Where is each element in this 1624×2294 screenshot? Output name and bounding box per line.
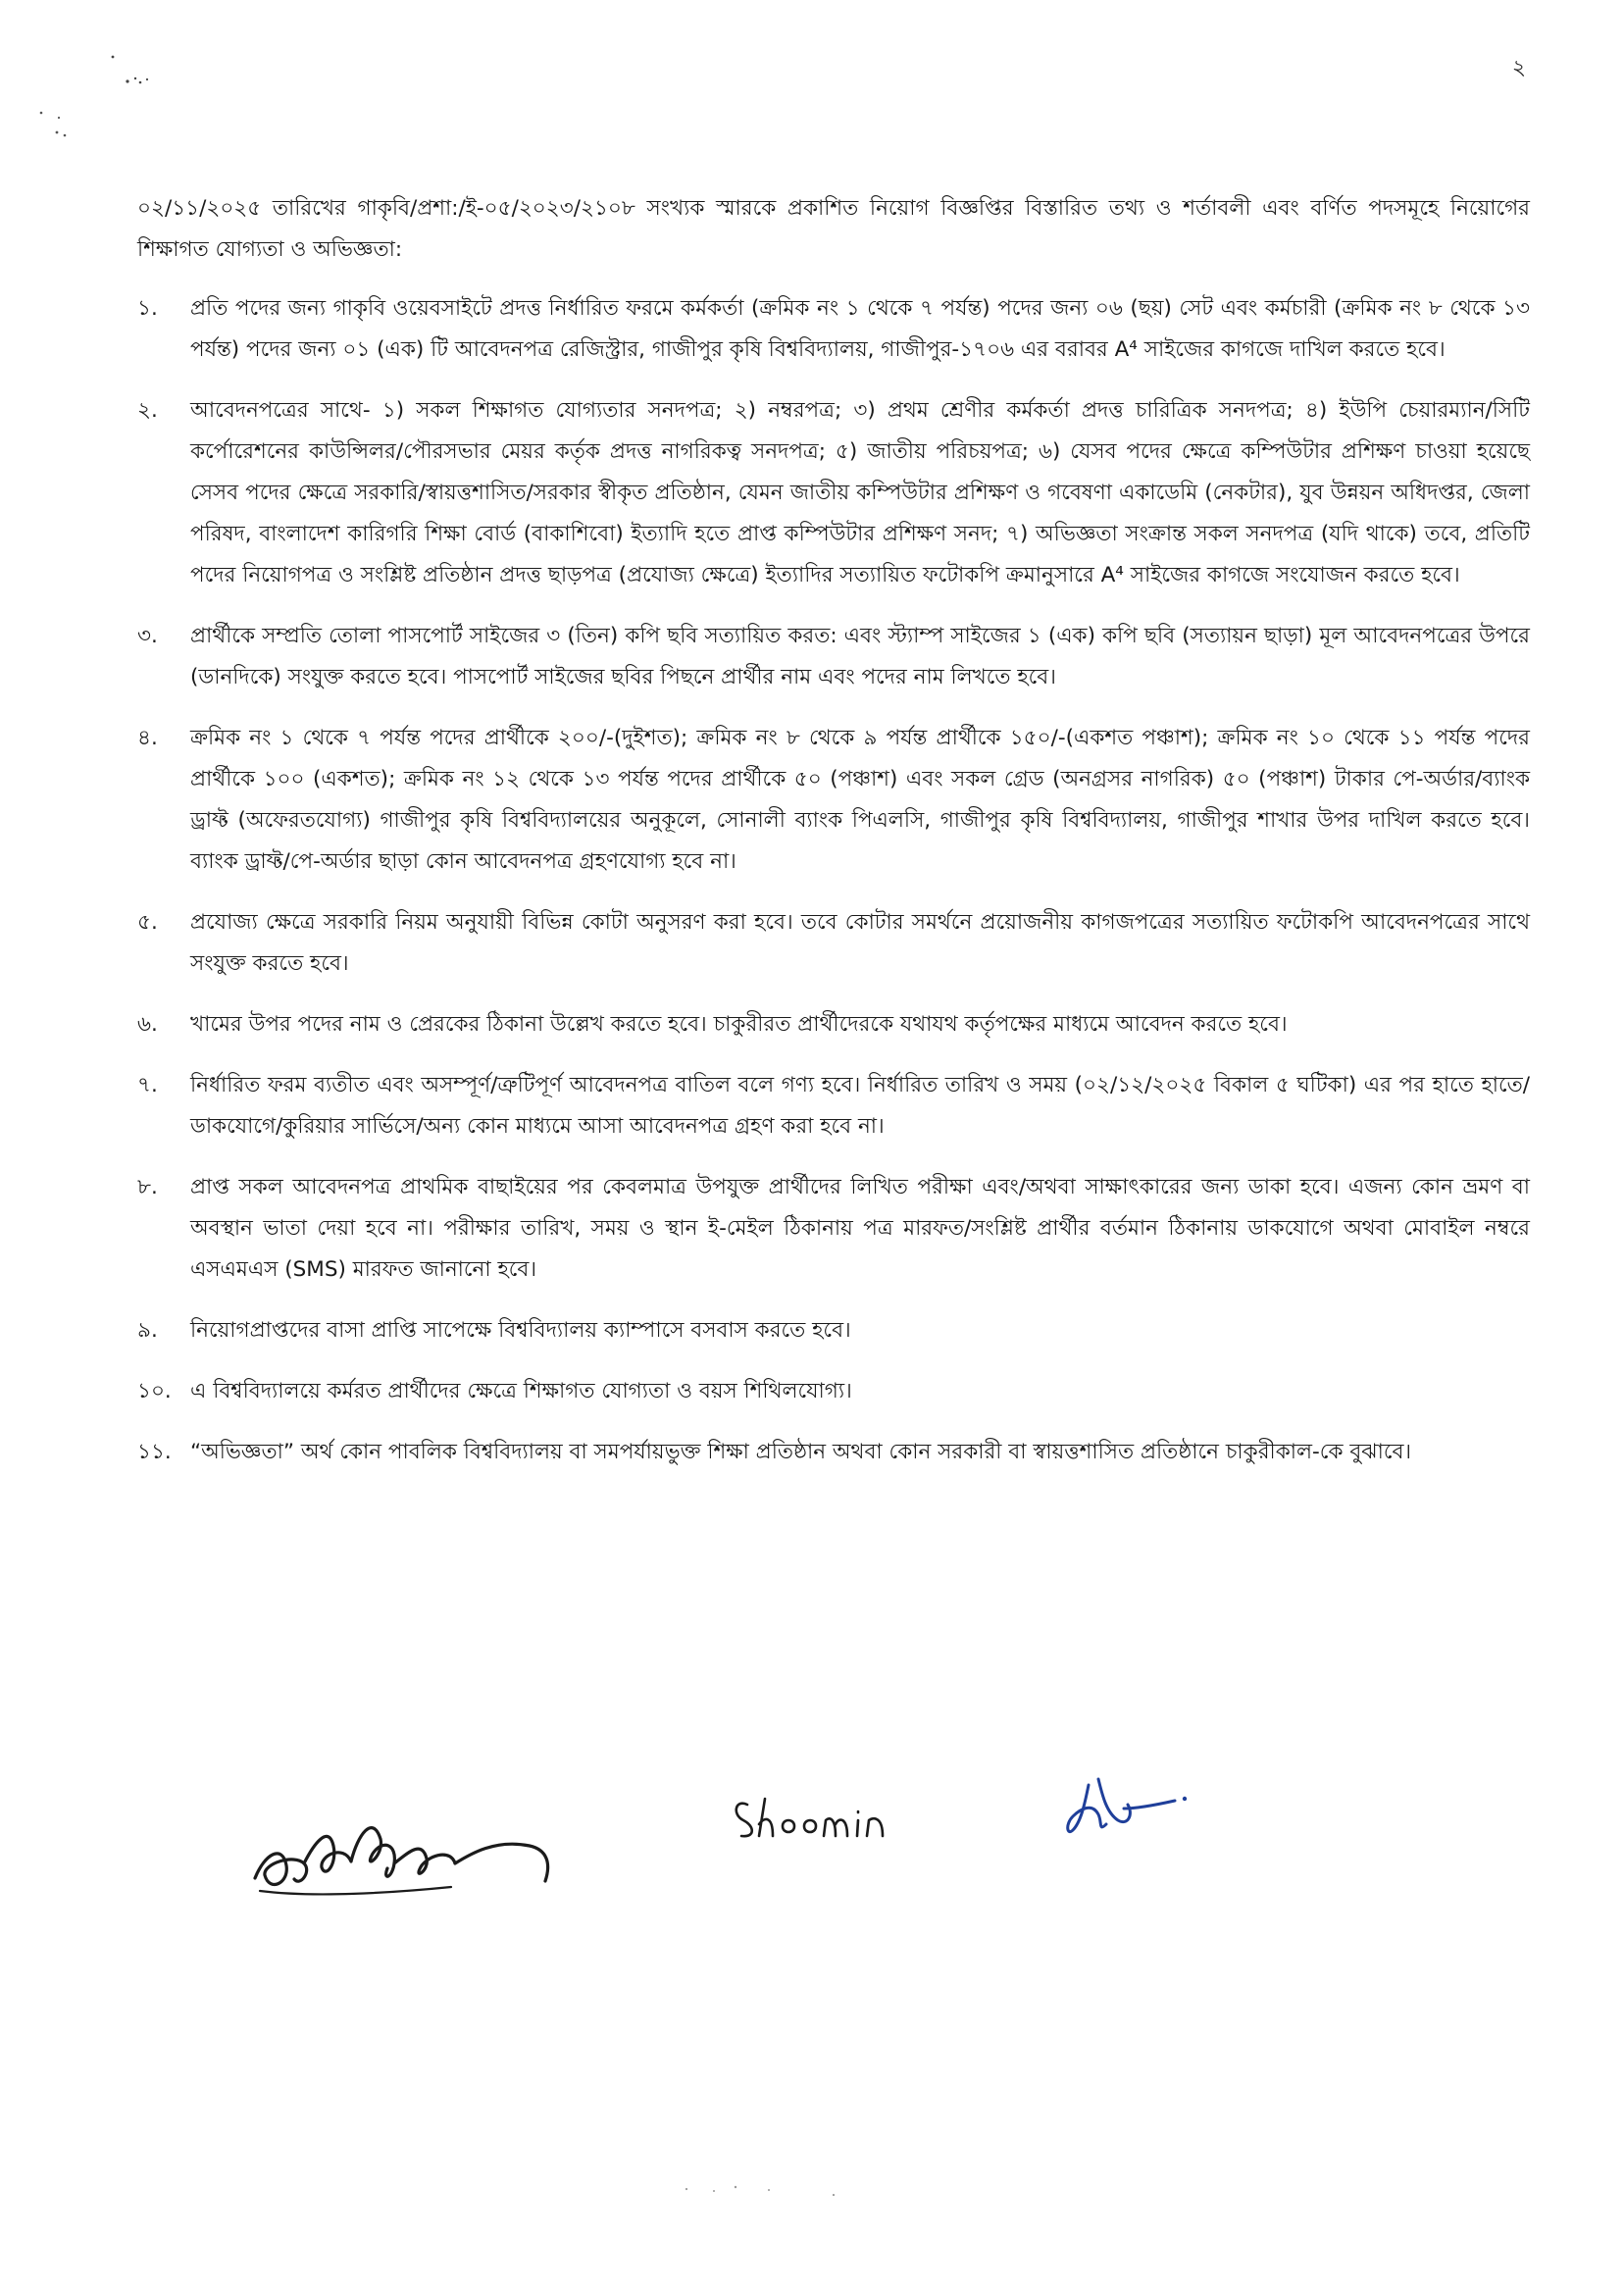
signature-3 (1059, 1765, 1206, 1844)
clause-item (137, 1371, 1530, 1412)
clause-text: এ বিশ্ববিদ্যালয়ে কর্মরত প্রার্থীদের ক্ষেত্রে শিক্ষাগত যোগ্যতা ও বয়স শিথিলযোগ্য। (190, 1379, 852, 1403)
clause-item (137, 390, 1530, 596)
clause-text: প্রাপ্ত সকল আবেদনপত্র প্রাথমিক বাছাইয়ের পর কেবলমাত্র উপযুক্ত প্রার্থীদের লিখিত পরীক্ষা এবং/অথবা সাক্ষাৎকারের জন্য ডাকা হবে। এজন্য কোন ভ্রমণ বা অবস্থান ভাতা দেয়া হবে না। পরীক্ষার তারিখ, সময় ও স্থান ই-মেইল ঠিকানায় পত্র মারফত/সংশ্লিষ্ট প্রার্থীর বর্তমান ঠিকানায় ডাকযোগে অথবা মোবাইল নম্বরে এসএমএস (SMS) মারফত জানানো হবে। (190, 1175, 1530, 1282)
clause-text: প্রার্থীকে সম্প্রতি তোলা পাসপোর্ট সাইজের ৩ (তিন) কপি ছবি সত্যায়িত করত: এবং স্ট্যাম্প সাইজের ১ (এক) কপি ছবি (সত্যায়ন ছাড়া) মূল আবেদনপত্রের উপরে (ডানদিকে) সংযুক্ত করতে হবে। পাসপোর্ট সাইজের ছবির পিছনে প্রার্থীর নাম এবং পদের নাম লিখতে হবে। (190, 624, 1530, 689)
clause-text: প্রতি পদের জন্য গাকৃবি ওয়েবসাইটে প্রদত্ত নির্ধারিত ফরমে কর্মকর্তা (ক্রমিক নং ১ থেকে ৭ পর্যন্ত) পদের জন্য ০৬ (ছয়) সেট এবং কর্মচারী (ক্রমিক নং ৮ থেকে ১৩ পর্যন্ত) পদের জন্য ০১ (এক) টি আবেদনপত্র রেজিস্ট্রার, গাজীপুর কৃষি বিশ্ববিদ্যালয়, গাজীপুর-১৭০৬ এর বরাবর A⁴ সাইজের কাগজে দাখিল করতে হবে। (190, 296, 1530, 362)
clause-number: ১০. (137, 1379, 172, 1403)
clause-number: ৪. (137, 726, 158, 750)
clause-list (137, 288, 1530, 1473)
clause-text: নিয়োগপ্রাপ্তদের বাসা প্রাপ্তি সাপেক্ষে বিশ্ববিদ্যালয় ক্যাম্পাসে বসবাস করতে হবে। (190, 1318, 851, 1343)
clause-text: প্রযোজ্য ক্ষেত্রে সরকারি নিয়ম অনুযায়ী বিভিন্ন কোটা অনুসরণ করা হবে। তবে কোটার সমর্থনে প্রয়োজনীয় কাগজপত্রের সত্যায়িত ফটোকপি আবেদনপত্রের সাথে সংযুক্ত করতে হবে। (190, 910, 1530, 976)
clause-item (137, 1310, 1530, 1351)
clause-number: ৩. (137, 624, 158, 648)
clause-item (137, 1167, 1530, 1291)
intro-paragraph: ০২/১১/২০২৫ তারিখের গাকৃবি/প্রশা:/ই-০৫/২০২৩/২১০৮ সংখ্যক স্মারকে প্রকাশিত নিয়োগ বিজ্ঞপ্তির বিস্তারিত তথ্য ও শর্তাবলী এবং বর্ণিত পদসমূহে নিয়োগের শিক্ষাগত যোগ্যতা ও অভিজ্ঞতা: (137, 196, 1530, 262)
clause-number: ১১. (137, 1440, 172, 1464)
clause-item (137, 1432, 1530, 1473)
clause-text: আবেদনপত্রের সাথে- ১) সকল শিক্ষাগত যোগ্যতার সনদপত্র; ২) নম্বরপত্র; ৩) প্রথম শ্রেণীর কর্মকর্তা প্রদত্ত চারিত্রিক সনদপত্র; ৪) ইউপি চেয়ারম্যান/সিটি কর্পোরেশনের কাউন্সিলর/পৌরসভার মেয়র কর্তৃক প্রদত্ত নাগরিকত্ব সনদপত্র; ৫) জাতীয় পরিচয়পত্র; ৬) যেসব পদের ক্ষেত্রে কম্পিউটার প্রশিক্ষণ চাওয়া হয়েছে সেসব পদের ক্ষেত্রে সরকারি/স্বায়ত্তশাসিত/সরকার স্বীকৃত প্রতিষ্ঠান, যেমন জাতীয় কম্পিউটার প্রশিক্ষণ ও গবেষণা একাডেমি (নেকটার), যুব উন্নয়ন অধিদপ্তর, জেলা পরিষদ, বাংলাদেশ কারিগরি শিক্ষা বোর্ড (বাকাশিবো) ইত্যাদি হতে প্রাপ্ত কম্পিউটার প্রশিক্ষণ সনদ; ৭) অভিজ্ঞতা সংক্রান্ত সকল সনদপত্র (যদি থাকে) তবে, প্রতিটি পদের নিয়োগপত্র ও সংশ্লিষ্ট প্রতিষ্ঠান প্রদত্ত ছাড়পত্র (প্রযোজ্য ক্ষেত্রে) ইত্যাদির সত্যায়িত ফটোকপি ক্রমানুসারে A⁴ সাইজের কাগজে সংযোজন করতে হবে। (190, 398, 1530, 587)
clause-number: ৭. (137, 1073, 158, 1097)
signature-1 (235, 1785, 569, 1912)
page-number: ২ (1511, 56, 1526, 80)
clause-number: ৬. (137, 1012, 158, 1037)
clause-item (137, 1004, 1530, 1045)
clause-item (137, 718, 1530, 883)
clause-text: ক্রমিক নং ১ থেকে ৭ পর্যন্ত পদের প্রার্থীকে ২০০/-(দুইশত); ক্রমিক নং ৮ থেকে ৯ পর্যন্ত প্রার্থীকে ১৫০/-(একশত পঞ্চাশ); ক্রমিক নং ১০ থেকে ১১ পর্যন্ত পদের প্রার্থীকে ১০০ (একশত); ক্রমিক নং ১২ থেকে ১৩ পর্যন্ত পদের প্রার্থীকে ৫০ (পঞ্চাশ) এবং সকল গ্রেড (অনগ্রসর নাগরিক) ৫০ (পঞ্চাশ) টাকার পে-অর্ডার/ব্যাংক ড্রাফ্ট (অফেরতযোগ্য) গাজীপুর কৃষি বিশ্ববিদ্যালয়ের অনুকূলে, সোনালী ব্যাংক পিএলসি, গাজীপুর কৃষি বিশ্ববিদ্যালয়, গাজীপুর শাখার উপর দাখিল করতে হবে। ব্যাংক ড্রাফ্ট/পে-অর্ডার ছাড়া কোন আবেদনপত্র গ্রহণযোগ্য হবে না। (190, 726, 1530, 874)
clause-item (137, 616, 1530, 698)
clause-number: ৫. (137, 910, 158, 935)
signature-2 (726, 1775, 922, 1863)
clause-number: ২. (137, 398, 158, 423)
document-body (137, 188, 1530, 1493)
clause-text: নির্ধারিত ফরম ব্যতীত এবং অসম্পূর্ণ/ত্রুটিপূর্ণ আবেদনপত্র বাতিল বলে গণ্য হবে। নির্ধারিত তারিখ ও সময় (০২/১২/২০২৫ বিকাল ৫ ঘটিকা) এর পর হাতে হাতে/ডাকযোগে/কুরিয়ার সার্ভিসে/অন্য কোন মাধ্যমে আসা আবেদনপত্র গ্রহণ করা হবে না। (190, 1073, 1530, 1139)
clause-item (137, 902, 1530, 985)
signature-block (235, 1765, 1216, 1922)
clause-item (137, 1065, 1530, 1147)
scan-specks (29, 49, 167, 157)
clause-number: ১. (137, 296, 158, 321)
clause-text: খামের উপর পদের নাম ও প্রেরকের ঠিকানা উল্লেখ করতে হবে। চাকুরীরত প্রার্থীদেরকে যথাযথ কর্তৃপক্ষের মাধ্যমে আবেদন করতে হবে। (190, 1012, 1288, 1037)
scan-specks-bottom (667, 2177, 863, 2207)
clause-text: “অভিজ্ঞতা” অর্থ কোন পাবলিক বিশ্ববিদ্যালয় বা সমপর্যায়ভুক্ত শিক্ষা প্রতিষ্ঠান অথবা কোন সরকারী বা স্বায়ত্তশাসিত প্রতিষ্ঠানে চাকুরীকাল-কে বুঝাবে। (190, 1440, 1412, 1464)
clause-number: ৮. (137, 1175, 158, 1199)
clause-item (137, 288, 1530, 371)
clause-number: ৯. (137, 1318, 158, 1343)
